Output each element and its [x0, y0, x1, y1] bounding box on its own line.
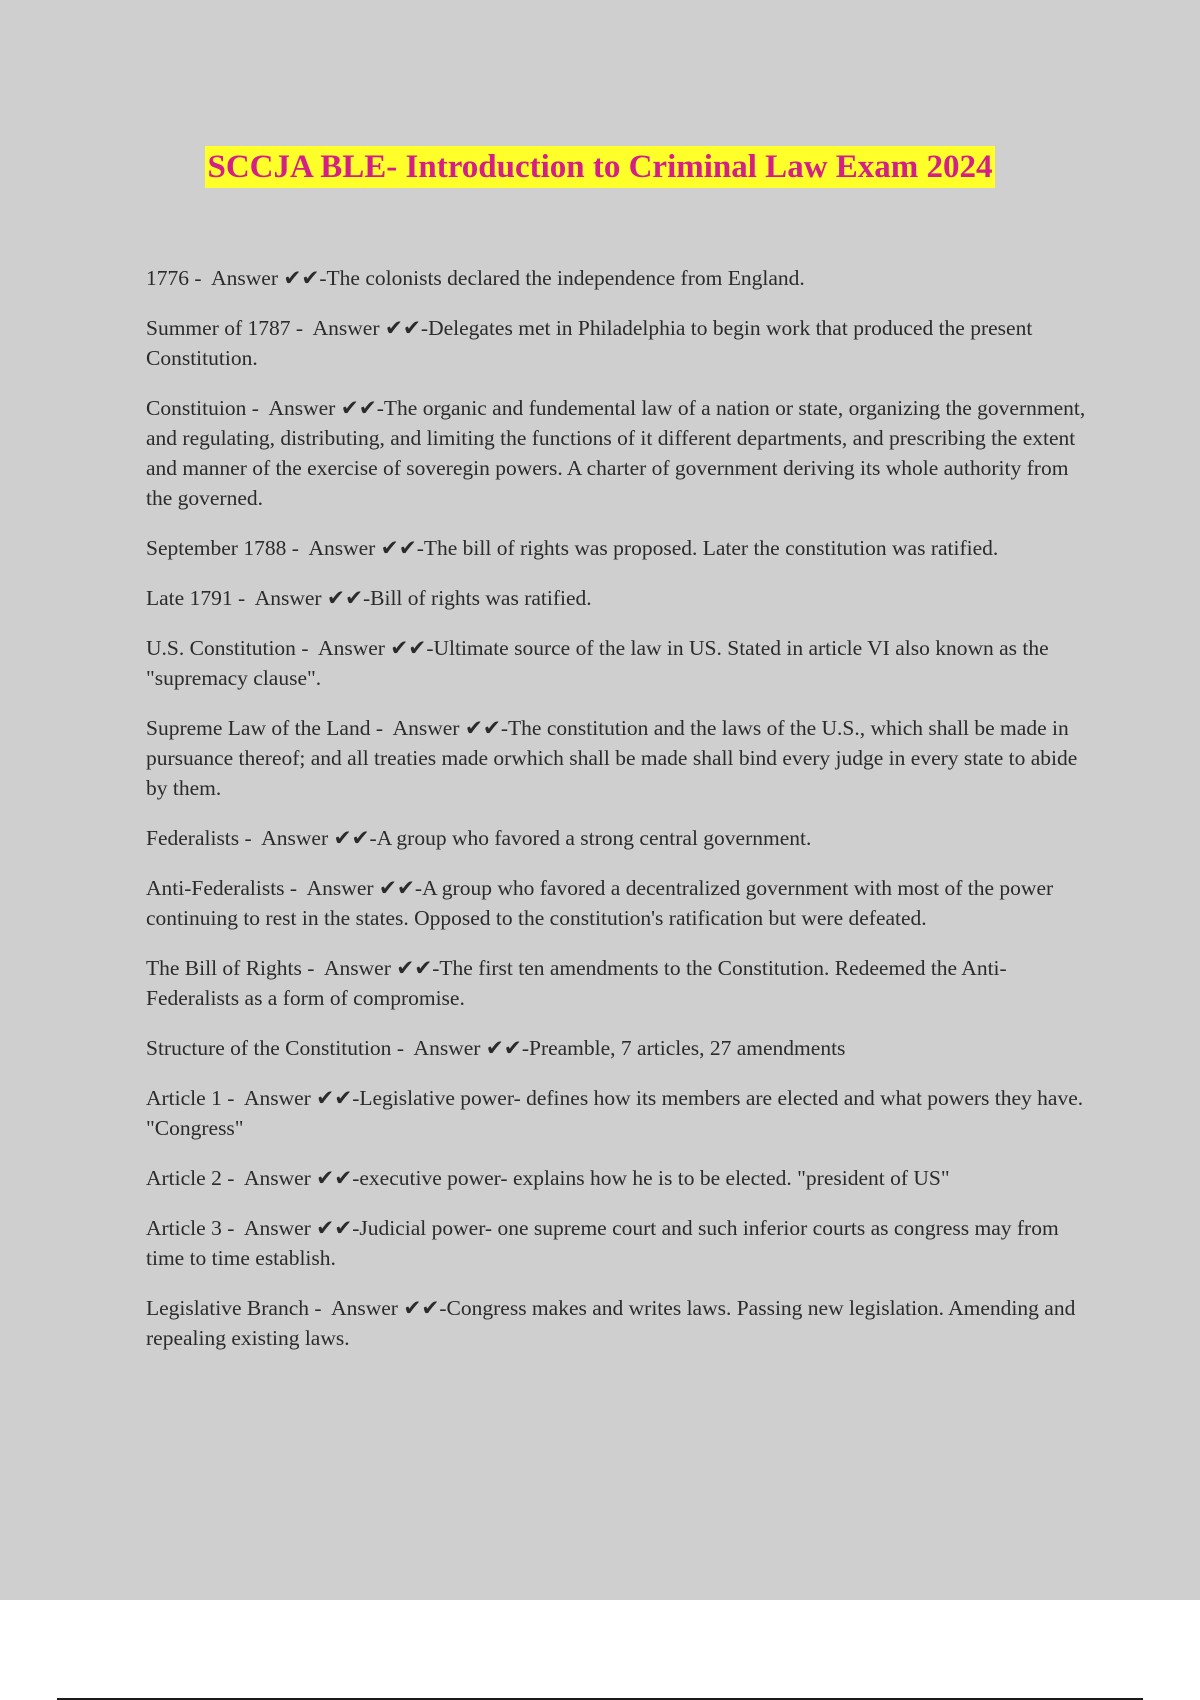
answer-label: Answer ✔✔-: [308, 536, 424, 560]
entry-term: Structure of the Constitution: [146, 1036, 392, 1060]
entry-term: Legislative Branch: [146, 1296, 309, 1320]
answer-label: Answer ✔✔-: [318, 636, 434, 660]
answer-label: Answer ✔✔-: [323, 956, 440, 980]
flashcard-entry: Legislative Branch - Answer ✔✔-Congress makes and writes laws. Passing new legislation. Amending and repealing existing laws.: [146, 1296, 1076, 1350]
entry-definition: Congress makes and writes laws. Passing new legislation. Amending and repealing existing laws.: [146, 1296, 1076, 1350]
entry-definition: The organic and fundemental law of a nation or state, organizing the government, and regulating, distributing, and limiting the functions of it different departments, and prescribing the extent and manner of the exercise of soveregin powers. A charter of government deriving its whole authority from the governed.: [146, 396, 1086, 510]
answer-label: Answer ✔✔-: [211, 266, 327, 290]
answer-label: Answer ✔✔-: [261, 826, 377, 850]
answer-label: Answer ✔✔-: [312, 316, 429, 340]
flashcard-entry: Federalists - Answer ✔✔-A group who favored a strong central government.: [146, 826, 812, 850]
entry-definition: The first ten amendments to the Constitution. Redeemed the Anti-Federalists as a form of compromise.: [146, 956, 1007, 1010]
answer-label: Answer ✔✔-: [268, 396, 384, 420]
answer-label: Answer ✔✔-: [243, 1166, 360, 1190]
entry-definition: Judicial power- one supreme court and such inferior courts as congress may from time to time establish.: [146, 1216, 1059, 1270]
answer-label: Answer ✔✔-: [413, 1036, 529, 1060]
answer-label: Answer ✔✔-: [331, 1296, 447, 1320]
entry-term: Federalists: [146, 826, 240, 850]
flashcard-entry: The Bill of Rights - Answer ✔✔-The first ten amendments to the Constitution. Redeemed the Anti-Federalists as a form of compromise.: [146, 956, 1007, 1010]
entry-definition: The bill of rights was proposed. Later the constitution was ratified.: [423, 536, 999, 560]
title-container: [0, 146, 1200, 188]
entry-definition: The colonists declared the independence from England.: [326, 266, 805, 290]
entry-definition: A group who favored a strong central government.: [376, 826, 812, 850]
document-title: SCCJA BLE- Introduction to Criminal Law Exam 2024: [205, 146, 994, 188]
entry-term: The Bill of Rights: [146, 956, 302, 980]
entry-term: Anti-Federalists: [146, 876, 285, 900]
entry-definition: Ultimate source of the law in US. Stated in article VI also known as the "supremacy clause".: [146, 636, 1049, 690]
answer-label: Answer ✔✔-: [306, 876, 423, 900]
entry-term: Supreme Law of the Land: [146, 716, 371, 740]
entry-term: U.S. Constitution: [146, 636, 296, 660]
answer-label: Answer ✔✔-: [254, 586, 371, 610]
entry-term: September 1788: [146, 536, 287, 560]
entry-term: Article 3: [146, 1216, 222, 1240]
answer-label: Answer ✔✔-: [243, 1086, 360, 1110]
flashcard-entry: Late 1791 - Answer ✔✔-Bill of rights was ratified.: [146, 586, 592, 610]
entry-definition: Delegates met in Philadelphia to begin work that produced the present Constitution.: [146, 316, 1033, 370]
entry-term: Summer of 1787: [146, 316, 291, 340]
flashcard-entry: Structure of the Constitution - Answer ✔✔-Preamble, 7 articles, 27 amendments: [146, 1036, 846, 1060]
flashcard-entry: Supreme Law of the Land - Answer ✔✔-The constitution and the laws of the U.S., which shall be made in pursuance thereof; and all treaties made orwhich shall be made shall bind every judge in every state to abide by them.: [146, 716, 1078, 800]
flashcard-entry: Article 1 - Answer ✔✔-Legislative power- defines how its members are elected and what powers they have. "Congress": [146, 1086, 1084, 1140]
entry-term: Late 1791: [146, 586, 233, 610]
entry-term: 1776: [146, 266, 189, 290]
flashcard-entry: U.S. Constitution - Answer ✔✔-Ultimate source of the law in US. Stated in article VI also known as the "supremacy clause".: [146, 636, 1049, 690]
entry-definition: Preamble, 7 articles, 27 amendments: [528, 1036, 846, 1060]
flashcard-entry: Anti-Federalists - Answer ✔✔-A group who favored a decentralized government with most of the power continuing to rest in the states. Opposed to the constitution's ratification but were defeated.: [146, 876, 1054, 930]
flashcard-entry: 1776 - Answer ✔✔-The colonists declared the independence from England.: [146, 266, 805, 290]
entry-definition: Bill of rights was ratified.: [370, 586, 592, 610]
entry-term: Article 1: [146, 1086, 222, 1110]
flashcard-entry: September 1788 - Answer ✔✔-The bill of rights was proposed. Later the constitution was ratified.: [146, 536, 999, 560]
entry-definition: A group who favored a decentralized government with most of the power continuing to rest in the states. Opposed to the constitution's ratification but were defeated.: [146, 876, 1054, 930]
flashcard-entry: Constituion - Answer ✔✔-The organic and fundemental law of a nation or state, organizing the government, and regulating, distributing, and limiting the functions of it different departments, and prescribing the extent and manner of the exercise of soveregin powers. A charter of government deriving its whole authority from the governed.: [146, 396, 1086, 510]
flashcard-entry: Article 3 - Answer ✔✔-Judicial power- one supreme court and such inferior courts as congress may from time to time establish.: [146, 1216, 1059, 1270]
entry-definition: The constitution and the laws of the U.S., which shall be made in pursuance thereof; and all treaties made orwhich shall be made shall bind every judge in every state to abide by them.: [146, 716, 1078, 800]
answer-label: Answer ✔✔-: [243, 1216, 360, 1240]
entry-definition: Legislative power- defines how its members are elected and what powers they have. "Congress": [146, 1086, 1084, 1140]
flashcard-entry: Summer of 1787 - Answer ✔✔-Delegates met in Philadelphia to begin work that produced the present Constitution.: [146, 316, 1033, 370]
entry-definition: executive power- explains how he is to be elected. "president of US": [359, 1166, 950, 1190]
flashcard-list: [146, 263, 1091, 1373]
answer-label: Answer ✔✔-: [392, 716, 509, 740]
entry-term: Article 2: [146, 1166, 222, 1190]
flashcard-entry: Article 2 - Answer ✔✔-executive power- explains how he is to be elected. "president of US": [146, 1166, 950, 1190]
entry-term: Constituion: [146, 396, 247, 420]
